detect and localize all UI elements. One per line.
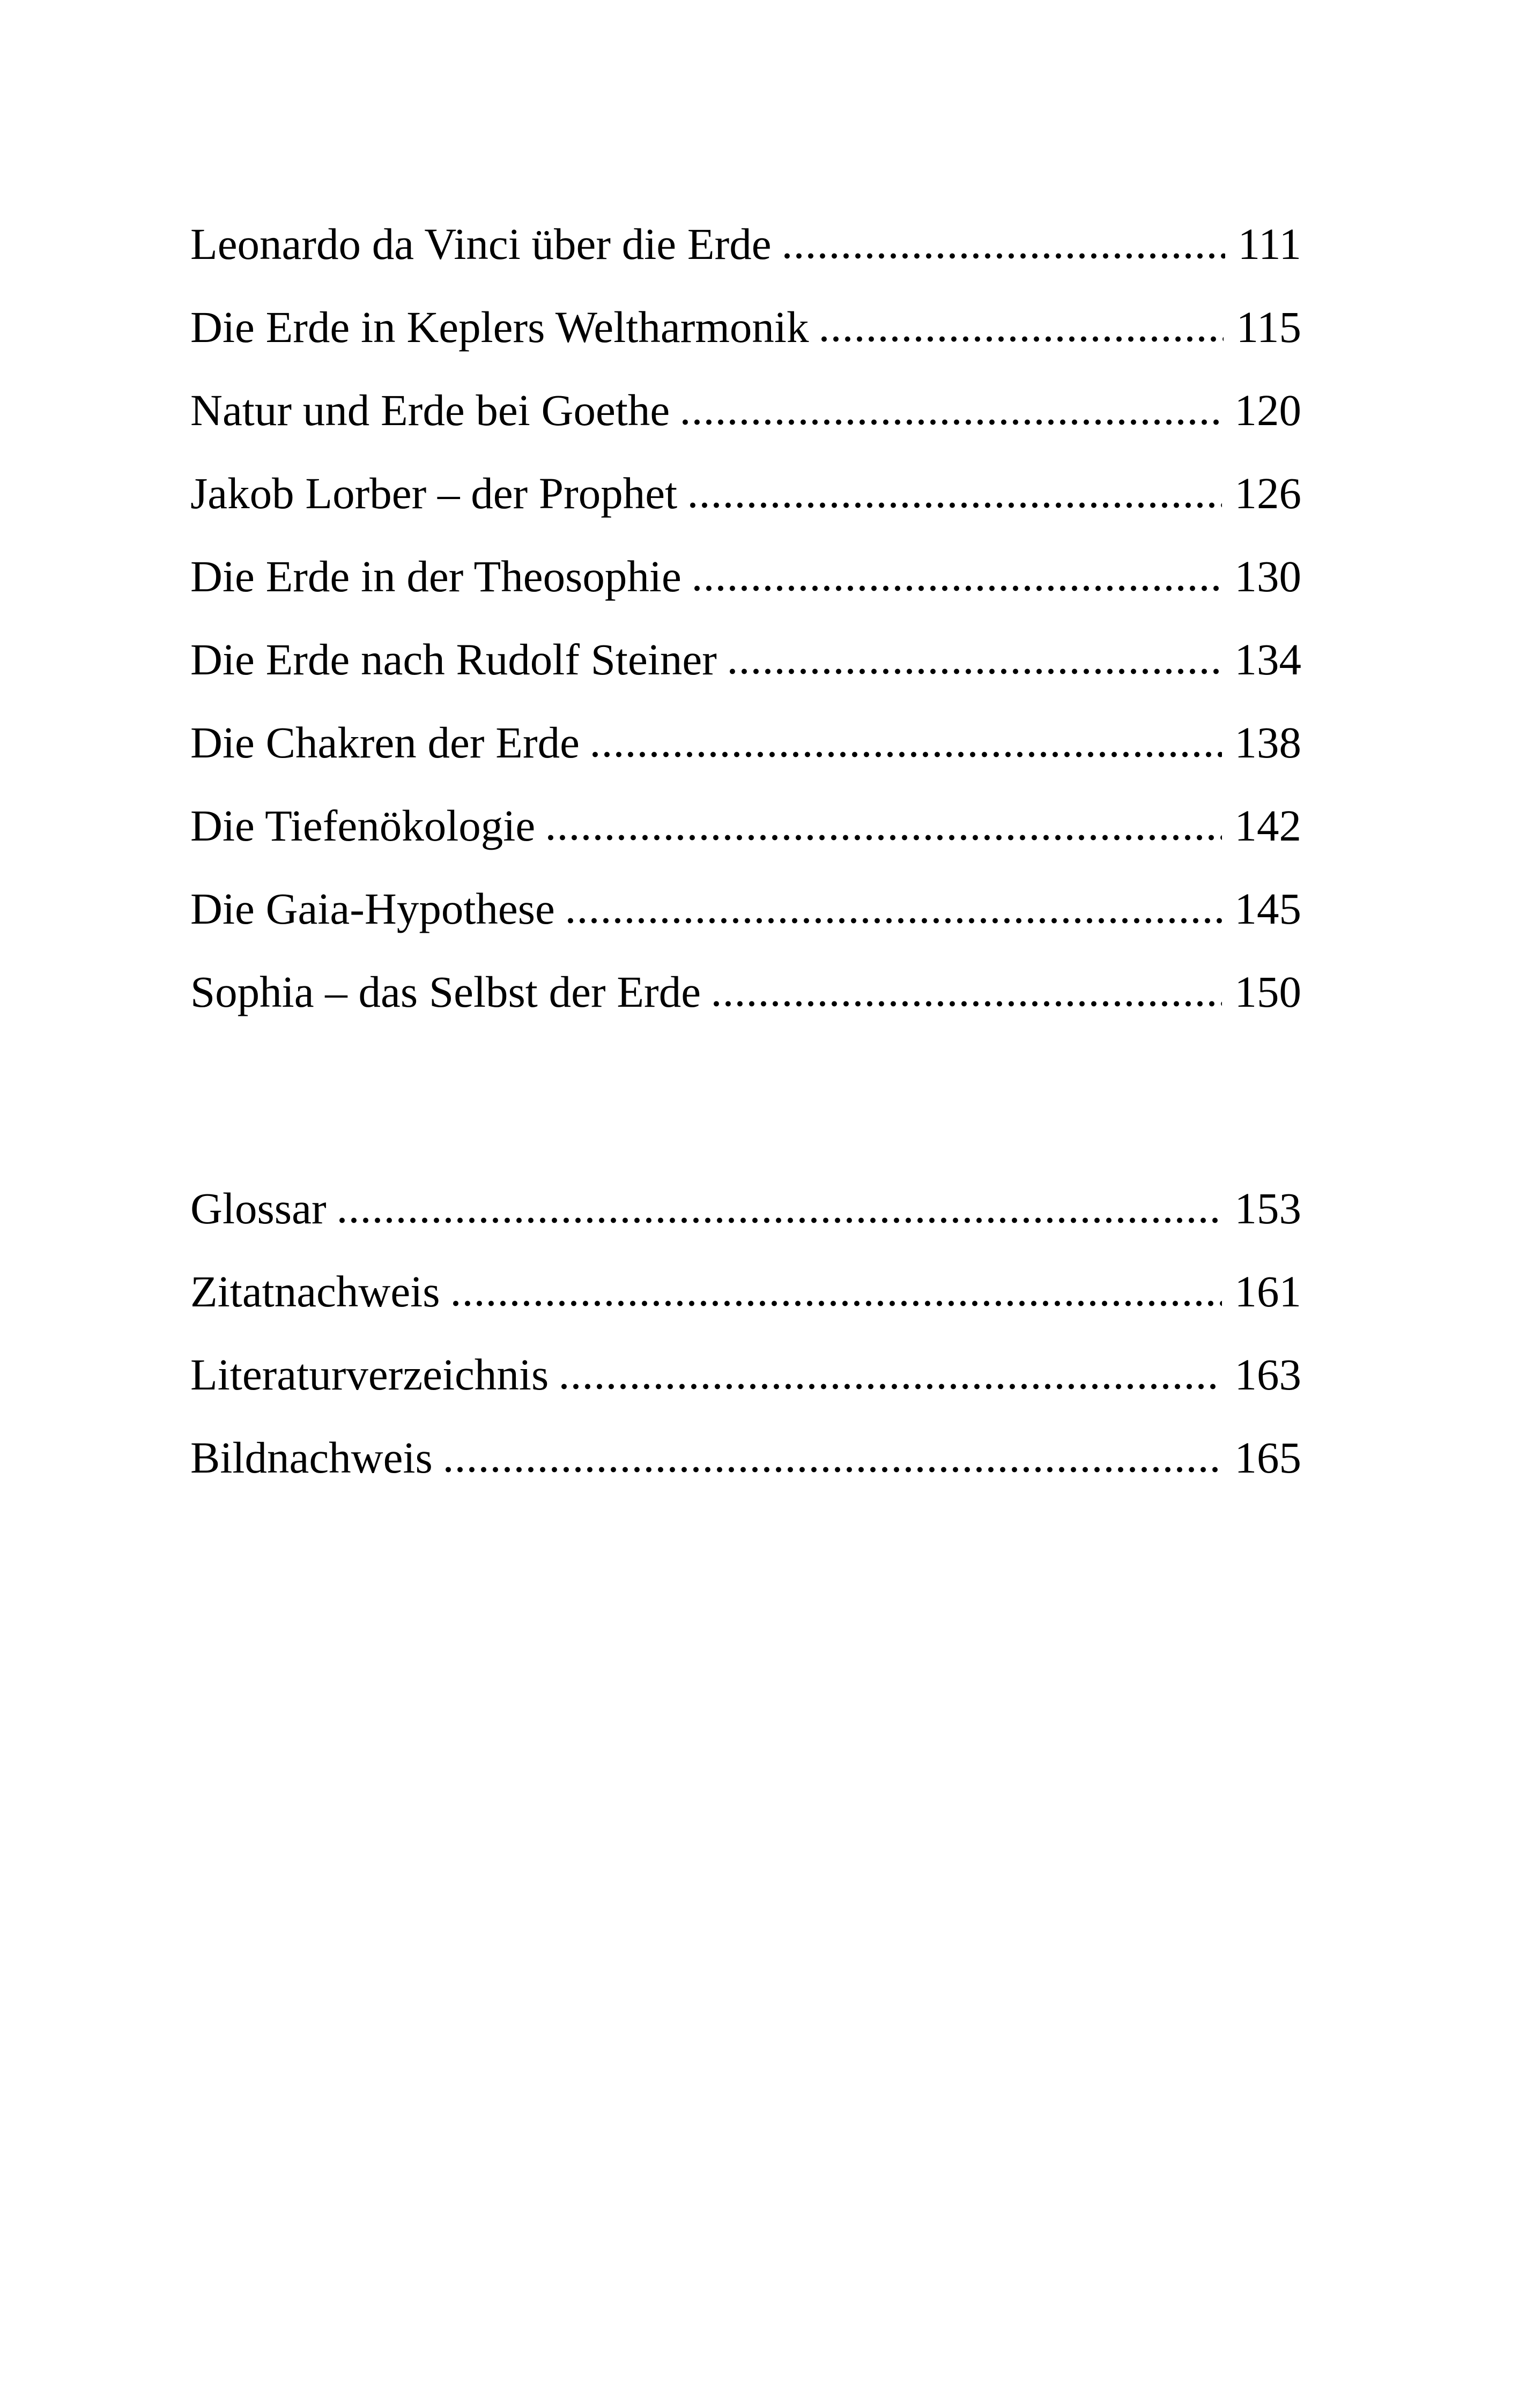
toc-entry (190, 1167, 1301, 1250)
toc-entry (190, 1250, 1301, 1333)
dot-leader (679, 419, 1221, 425)
toc-entry-title: Die Tiefenökologie (190, 801, 536, 850)
dot-leader (589, 752, 1222, 757)
toc-entry-page-number: 145 (1234, 884, 1301, 933)
toc-entry-title: Sophia – das Selbst der Erde (190, 967, 701, 1016)
toc-entry (190, 1333, 1301, 1416)
toc-entry-title: Natur und Erde bei Goethe (190, 385, 670, 435)
dot-leader (818, 336, 1223, 342)
toc-entry (190, 452, 1301, 535)
toc-entry-page-number: 163 (1234, 1350, 1301, 1399)
toc-entry-page-number: 130 (1234, 552, 1301, 601)
toc-entry-page-number: 165 (1234, 1433, 1301, 1482)
toc-entry-page-number: 142 (1234, 801, 1301, 850)
toc-entry-page-number: 134 (1234, 635, 1301, 684)
dot-leader (336, 1217, 1222, 1223)
toc-entry (190, 1416, 1301, 1499)
toc-entry-page-number: 153 (1234, 1184, 1301, 1233)
toc-section-chapters (190, 203, 1301, 1034)
toc-entry-page-number: 120 (1234, 385, 1301, 435)
dot-leader (565, 918, 1222, 924)
dot-leader (687, 502, 1221, 508)
dot-leader (727, 668, 1222, 674)
dot-leader (450, 1300, 1222, 1306)
toc-entry-title: Leonardo da Vinci über die Erde (190, 219, 772, 269)
toc-section-backmatter (190, 1167, 1301, 1499)
dot-leader (691, 585, 1222, 591)
toc-entry-title: Jakob Lorber – der Prophet (190, 469, 678, 518)
toc-entry-title: Die Erde in Keplers Weltharmonik (190, 302, 809, 352)
toc-entry (190, 286, 1301, 369)
toc-entry (190, 701, 1301, 784)
toc-entry-page-number: 115 (1236, 302, 1301, 352)
dot-leader (710, 1001, 1221, 1007)
dot-leader (545, 835, 1221, 841)
toc-entry-page-number: 161 (1234, 1267, 1301, 1316)
toc-entry-page-number: 111 (1238, 219, 1301, 269)
toc-entry-title: Die Gaia-Hypothese (190, 884, 555, 933)
dot-leader (442, 1467, 1222, 1473)
toc-entry (190, 203, 1301, 286)
toc-entry-title: Die Erde nach Rudolf Steiner (190, 635, 717, 684)
toc-entry-title: Zitatnachweis (190, 1267, 440, 1316)
dot-leader (558, 1384, 1221, 1389)
toc-entry-page-number: 138 (1234, 718, 1301, 767)
toc-entry (190, 784, 1301, 867)
toc-entry-title: Bildnachweis (190, 1433, 433, 1482)
toc-entry (190, 867, 1301, 950)
toc-entry-page-number: 126 (1234, 469, 1301, 518)
toc-entry-title: Glossar (190, 1184, 327, 1233)
toc-entry (190, 369, 1301, 452)
toc-entry-title: Die Erde in der Theosophie (190, 552, 681, 601)
toc-entry-page-number: 150 (1234, 967, 1301, 1016)
dot-leader (781, 253, 1225, 259)
toc-entry-title: Literaturverzeichnis (190, 1350, 549, 1399)
toc-entry (190, 950, 1301, 1034)
toc-entry-title: Die Chakren der Erde (190, 718, 580, 767)
toc-entry (190, 535, 1301, 618)
toc-entry (190, 618, 1301, 701)
